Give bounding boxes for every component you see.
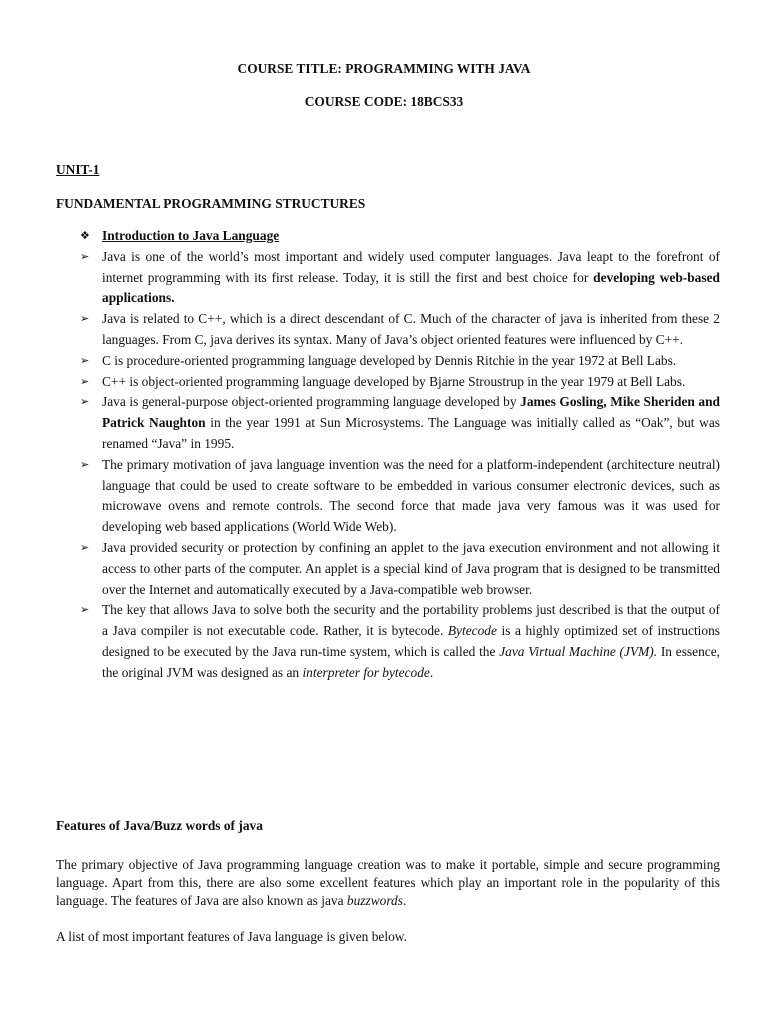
bullet-text: . bbox=[429, 664, 434, 680]
intro-heading: Introduction to Java Language bbox=[102, 228, 280, 243]
bullet-text: Java provided security or protection by confining an applet to the java execution environment and not allowing it access to other parts of the computer. An applet is a special kind of Java program that is designed to be transmitted over the Internet and automatically executed by a Java-compatible web browser. bbox=[102, 539, 720, 597]
arrow-bullet-icon: ➢ bbox=[80, 395, 90, 409]
bullet-text: The key that allows Java to solve both the security and the portability problems just described is that the output of a Java compiler is not executable code. Rather, it is bytecode. bbox=[102, 602, 720, 639]
bullet-text: The primary motivation of java language invention was the need for a platform-independent (architecture neutral) language that could be used to create software to be embedded in various consumer electronic devices, such as microwave ovens and remote controls. The second force that made java very famous was it was used for developing web based applications (World Wide Web). bbox=[102, 456, 720, 535]
list-item bbox=[80, 309, 720, 351]
bullet-text: Java is one of the world’s most important and widely used computer languages. Java leapt to the forefront of internet programming with its first release. Today, it is still the first and best choice for bbox=[102, 248, 720, 285]
list-item bbox=[80, 247, 720, 309]
arrow-bullet-icon: ➢ bbox=[80, 249, 90, 263]
list-item bbox=[80, 372, 720, 393]
arrow-bullet-icon: ➢ bbox=[80, 374, 90, 388]
bullet-italic-text: Java Virtual Machine (JVM). bbox=[499, 643, 658, 659]
bullet-bold-text: developing web-based applications. bbox=[102, 269, 720, 306]
bullet-text: C++ is object-oriented programming language developed by Bjarne Stroustrup in the year 1979 at Bell Labs. bbox=[102, 373, 686, 389]
bullet-text: Java is related to C++, which is a direct descendant of C. Much of the character of java is inherited from these 2 languages. From C, java derives its syntax. Many of Java’s object oriented features were influenced by C++. bbox=[102, 311, 720, 347]
list-intro-paragraph: A list of most important features of Java language is given below. bbox=[56, 929, 407, 944]
list-item bbox=[80, 351, 720, 372]
list-item bbox=[80, 226, 720, 247]
features-paragraph bbox=[56, 856, 720, 910]
bullet-text: In essence, the original JVM was designed as an bbox=[102, 643, 720, 680]
paragraph-text: The primary objective of Java programming language creation was to make it portable, simple and secure programming language. Apart from this, there are also some excellent features which play an important role in the popularity of this language. The features of Java are also known as java bbox=[56, 857, 720, 908]
unit-heading: UNIT-1 bbox=[56, 162, 100, 177]
arrow-bullet-icon: ➢ bbox=[80, 603, 90, 617]
bullet-text: C is procedure-oriented programming language developed by Dennis Ritchie in the year 1972 at Bell Labs. bbox=[102, 352, 677, 368]
bullet-bold-text: James Gosling, Mike Sheriden and Patrick Naughton bbox=[102, 394, 721, 431]
bullet-text: is a highly optimized set of instructions designed to be executed by the Java run-time system, which is called the bbox=[102, 623, 720, 659]
course-title: COURSE TITLE: PROGRAMMING WITH JAVA bbox=[237, 61, 531, 76]
course-code: COURSE CODE: 18BCS33 bbox=[304, 94, 464, 109]
arrow-bullet-icon: ➢ bbox=[80, 353, 90, 367]
paragraph-italic-text: buzzwords bbox=[346, 893, 403, 908]
arrow-bullet-icon: ➢ bbox=[80, 312, 90, 326]
bullet-italic-text: interpreter for bytecode bbox=[302, 664, 430, 680]
list-item bbox=[80, 455, 720, 538]
paragraph-text: . bbox=[402, 893, 407, 908]
diamond-bullet-icon: ❖ bbox=[80, 229, 90, 242]
intro-bullet-list bbox=[80, 226, 720, 684]
features-heading: Features of Java/Buzz words of java bbox=[56, 818, 263, 833]
bullet-text: Java is general-purpose object-oriented programming language developed by bbox=[102, 394, 521, 410]
list-item bbox=[80, 392, 720, 454]
arrow-bullet-icon: ➢ bbox=[80, 540, 90, 554]
list-item bbox=[80, 600, 720, 683]
list-item bbox=[80, 538, 720, 600]
section-heading: FUNDAMENTAL PROGRAMMING STRUCTURES bbox=[56, 196, 366, 211]
bullet-text: in the year 1991 at Sun Microsystems. The Language was initially called as “Oak”, but was renamed “Java” in 1995. bbox=[102, 415, 720, 451]
bullet-italic-text: Bytecode bbox=[447, 623, 497, 639]
arrow-bullet-icon: ➢ bbox=[80, 457, 90, 471]
